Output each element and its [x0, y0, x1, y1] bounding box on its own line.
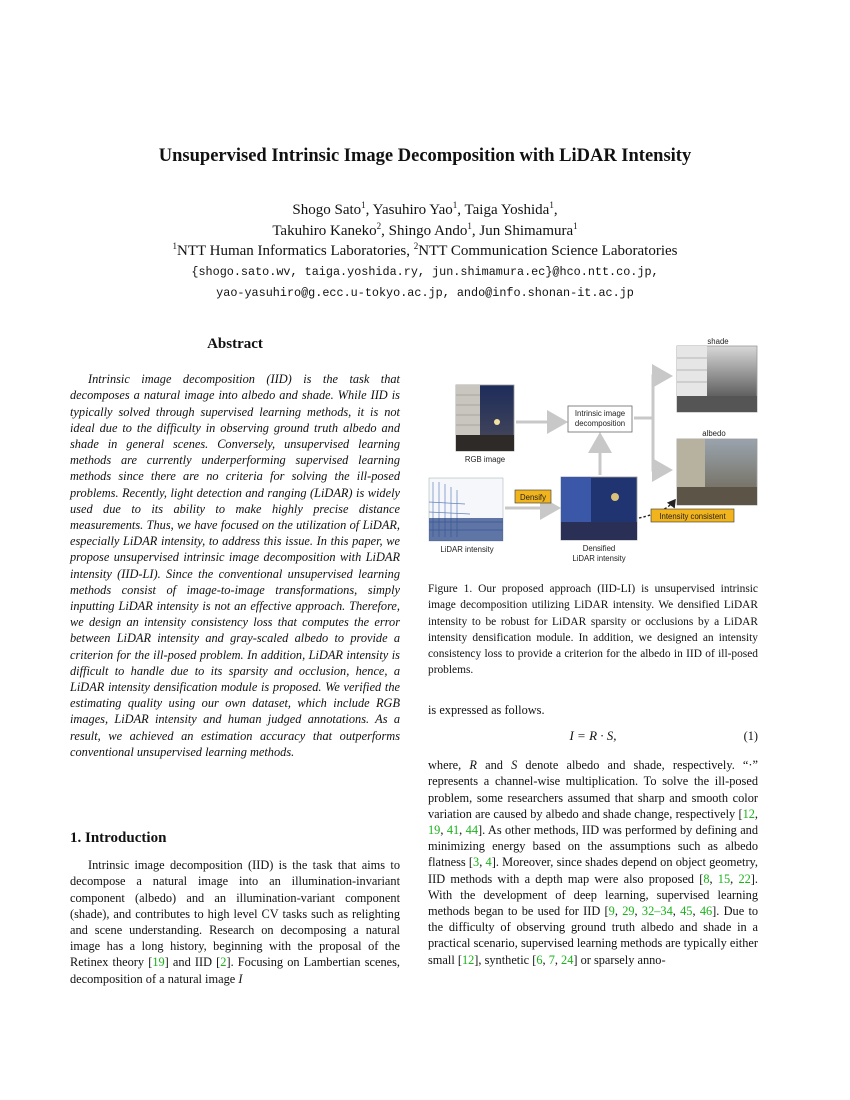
iid-label-2: decomposition [574, 419, 626, 428]
text-run: , [672, 904, 681, 919]
rgb-image-label: RGB image [464, 455, 506, 464]
author: Shingo Ando$^1$, [388, 220, 480, 239]
text-run: ]. Moreover, since shades depend on object geometry, IID methods with a depth map were also proposed [ [428, 855, 759, 886]
citation-link[interactable]: 12 [742, 806, 755, 821]
email-block [0, 262, 850, 304]
citation-link[interactable]: 41 [446, 823, 460, 838]
text-run: ], synthetic [ [474, 952, 537, 967]
figure-1-caption: Figure 1. Our proposed approach (IID-LI) is unsupervised intrinsic image decomposition utilizing LiDAR intensity. We densified LiDAR intensity to be robust for LiDAR sparsity or occlusions by a LiDAR intensity densification module. In addition, we designed an intensity consistency loss to provide a criterion for the albedo in IID of ill-posed problems. [428, 583, 758, 677]
lidar-intensity-thumbnail [429, 478, 503, 541]
author: Shogo Sato$^1$, [292, 200, 373, 218]
math-variable: R [469, 758, 477, 773]
albedo-thumbnail [677, 439, 757, 505]
math-variable: S [511, 758, 518, 773]
text-run: , [459, 823, 466, 838]
author: Taiga Yoshida$^1$, [464, 200, 558, 218]
citation-link[interactable]: 8 [703, 871, 710, 886]
text-run: ] or sparsely anno- [573, 952, 666, 967]
citation-link[interactable]: 9 [608, 904, 615, 919]
email-line: {shogo.sato.wv, taiga.yoshida.ry, jun.shimamura.ec}@hco.ntt.co.jp, [191, 265, 659, 279]
author-line-2 [0, 221, 850, 242]
text-run: ]. With the development of deep learning, supervised learning methods began to be used for IID [ [428, 871, 758, 919]
text-run: , [730, 871, 739, 886]
body-paragraph [428, 757, 758, 968]
section-heading: 1. Introduction [70, 830, 167, 846]
densified-lidar-thumbnail [561, 477, 637, 540]
rgb-image-thumbnail [456, 385, 514, 451]
equation-lead: is expressed as follows. [428, 703, 545, 717]
iid-to-albedo-arrow [653, 418, 670, 470]
text-run: where, [428, 758, 470, 773]
equation-1 [428, 724, 758, 753]
email-line: yao-yasuhiro@g.ecc.u-tokyo.ac.jp, ando@info.shonan-it.ac.jp [216, 286, 634, 300]
citation-link[interactable]: 12 [461, 952, 475, 967]
affiliations: $^1$NTT Human Informatics Laboratories, $^2$NTT Communication Science Laboratories [172, 241, 678, 259]
densify-tag-label: Densify [520, 493, 546, 502]
text-run: , [554, 952, 562, 967]
right-column-text [428, 702, 758, 968]
citation-link[interactable]: 32–34 [641, 904, 673, 919]
abstract-section [70, 336, 400, 760]
citation-link[interactable]: 3 [473, 855, 480, 870]
text-run: , [614, 904, 623, 919]
author-block [0, 200, 850, 262]
abstract-heading: Abstract [207, 336, 263, 352]
citation-link[interactable]: 29 [622, 904, 635, 919]
shade-thumbnail [677, 346, 757, 412]
figure-1-diagram [425, 332, 765, 568]
text-run: , [709, 871, 718, 886]
citation-link[interactable]: 19 [428, 823, 441, 838]
citation-link[interactable]: 6 [536, 952, 543, 967]
text-run: ]. Due to the difficulty of observing ground truth albedo and shade in a practical scenario, supervised learning methods are typically either small [ [428, 904, 759, 967]
shade-label: shade [707, 337, 729, 346]
intro-paragraph: Intrinsic image decomposition (IID) is the task that aims to decompose a natural image into an illumination-invariant component (albedo) and an illumination-variant component (shade), and contributes to high level CV tasks such as relighting and scene understanding. Research on decomposing a natural image has a long history, beginning with the proposal of the Retinex theory [19] and IID [2]. Focusing on Lambertian scenes, decomposition of a natural image I [70, 858, 401, 986]
citation-link[interactable]: 15 [717, 871, 731, 886]
text-run: , [479, 855, 486, 870]
text-run: , [542, 952, 549, 967]
text-run: denote albedo and shade, respectively. “·” represents a channel-wise multiplication. To solve the ill-posed problem, some researchers assumed that sharp and smooth color variation are caused by albedo and shade change, respectively [ [428, 758, 759, 821]
citation-link[interactable]: 7 [548, 952, 555, 967]
abstract-text: Intrinsic image decomposition (IID) is the task that decomposes a natural image into albedo and shade. While IID is typically solved through supervised learning methods, it is not ideal due to the difficulty in observing ground truth albedo and shade in general scenes. Conversely, unsupervised learning methods are currently underperforming supervised learning methods since there are no criteria for solving the ill-posed problems. Recently, light detection and ranging (LiDAR) is widely used due to its ability to make highly precise distance measurements. Thus, we have focused on the utilization of LiDAR, especially LiDAR intensity, to address this issue. In this paper, we propose unsupervised intrinsic image decomposition with LiDAR intensity (IID-LI). Since the conventional unsupervised learning methods consist of image-to-image transformations, simply inputting LiDAR intensity is not an effective approach. Therefore, we design an intensity consistency loss that computes the error between LiDAR intensity and gray-scaled albedo to provide a criterion for the ill-posed problem. In addition, LiDAR intensity is difficult to handle due to its sparsity and occlusion, hence, a LiDAR intensity densification module is proposed. We verified the estimating quality using our own dataset, which include RGB images, LiDAR intensity and human judged annotations. As a result, we achieved an estimation accuracy that outperforms conventional unsupervised learning methods. [70, 372, 400, 759]
intensity-consistent-label: Intensity consistent [659, 512, 726, 521]
citation-link[interactable]: 19 [152, 955, 165, 970]
citation-link[interactable]: 22 [738, 871, 751, 886]
author: Jun Shimamura$^1$ [479, 220, 578, 239]
lidar-intensity-label: LiDAR intensity [440, 545, 494, 554]
text-run: , [692, 904, 700, 919]
densified-label-1: Densified [582, 544, 616, 553]
author-line-1 [0, 200, 850, 221]
albedo-label: albedo [702, 429, 726, 438]
author: Yasuhiro Yao$^1$, [372, 200, 465, 218]
introduction-section [70, 830, 400, 987]
text-run: , [634, 904, 642, 919]
citation-link[interactable]: 45 [680, 904, 693, 919]
iid-to-shade-arrow [634, 376, 670, 418]
text-run: , [440, 823, 447, 838]
iid-label-1: Intrinsic image [574, 409, 626, 418]
equation-body: I = R · S, [569, 728, 617, 744]
citation-link[interactable]: 46 [699, 904, 713, 919]
text-run: , [754, 806, 758, 821]
text-run: ]. As other methods, IID was performed by defining and minimizing energy based on the assumptions such as albedo flatness [ [428, 823, 759, 870]
densified-label-2: LiDAR intensity [572, 554, 626, 563]
citation-link[interactable]: 44 [465, 823, 478, 838]
citation-link[interactable]: 2 [220, 955, 227, 970]
equation-number: (1) [743, 729, 758, 744]
author: Takuhiro Kaneko$^2$, [272, 220, 389, 239]
text-run: and [476, 758, 512, 773]
paper-title: Unsupervised Intrinsic Image Decomposition with LiDAR Intensity [158, 146, 692, 166]
citation-link[interactable]: 24 [561, 952, 574, 967]
citation-link[interactable]: 4 [485, 855, 492, 870]
